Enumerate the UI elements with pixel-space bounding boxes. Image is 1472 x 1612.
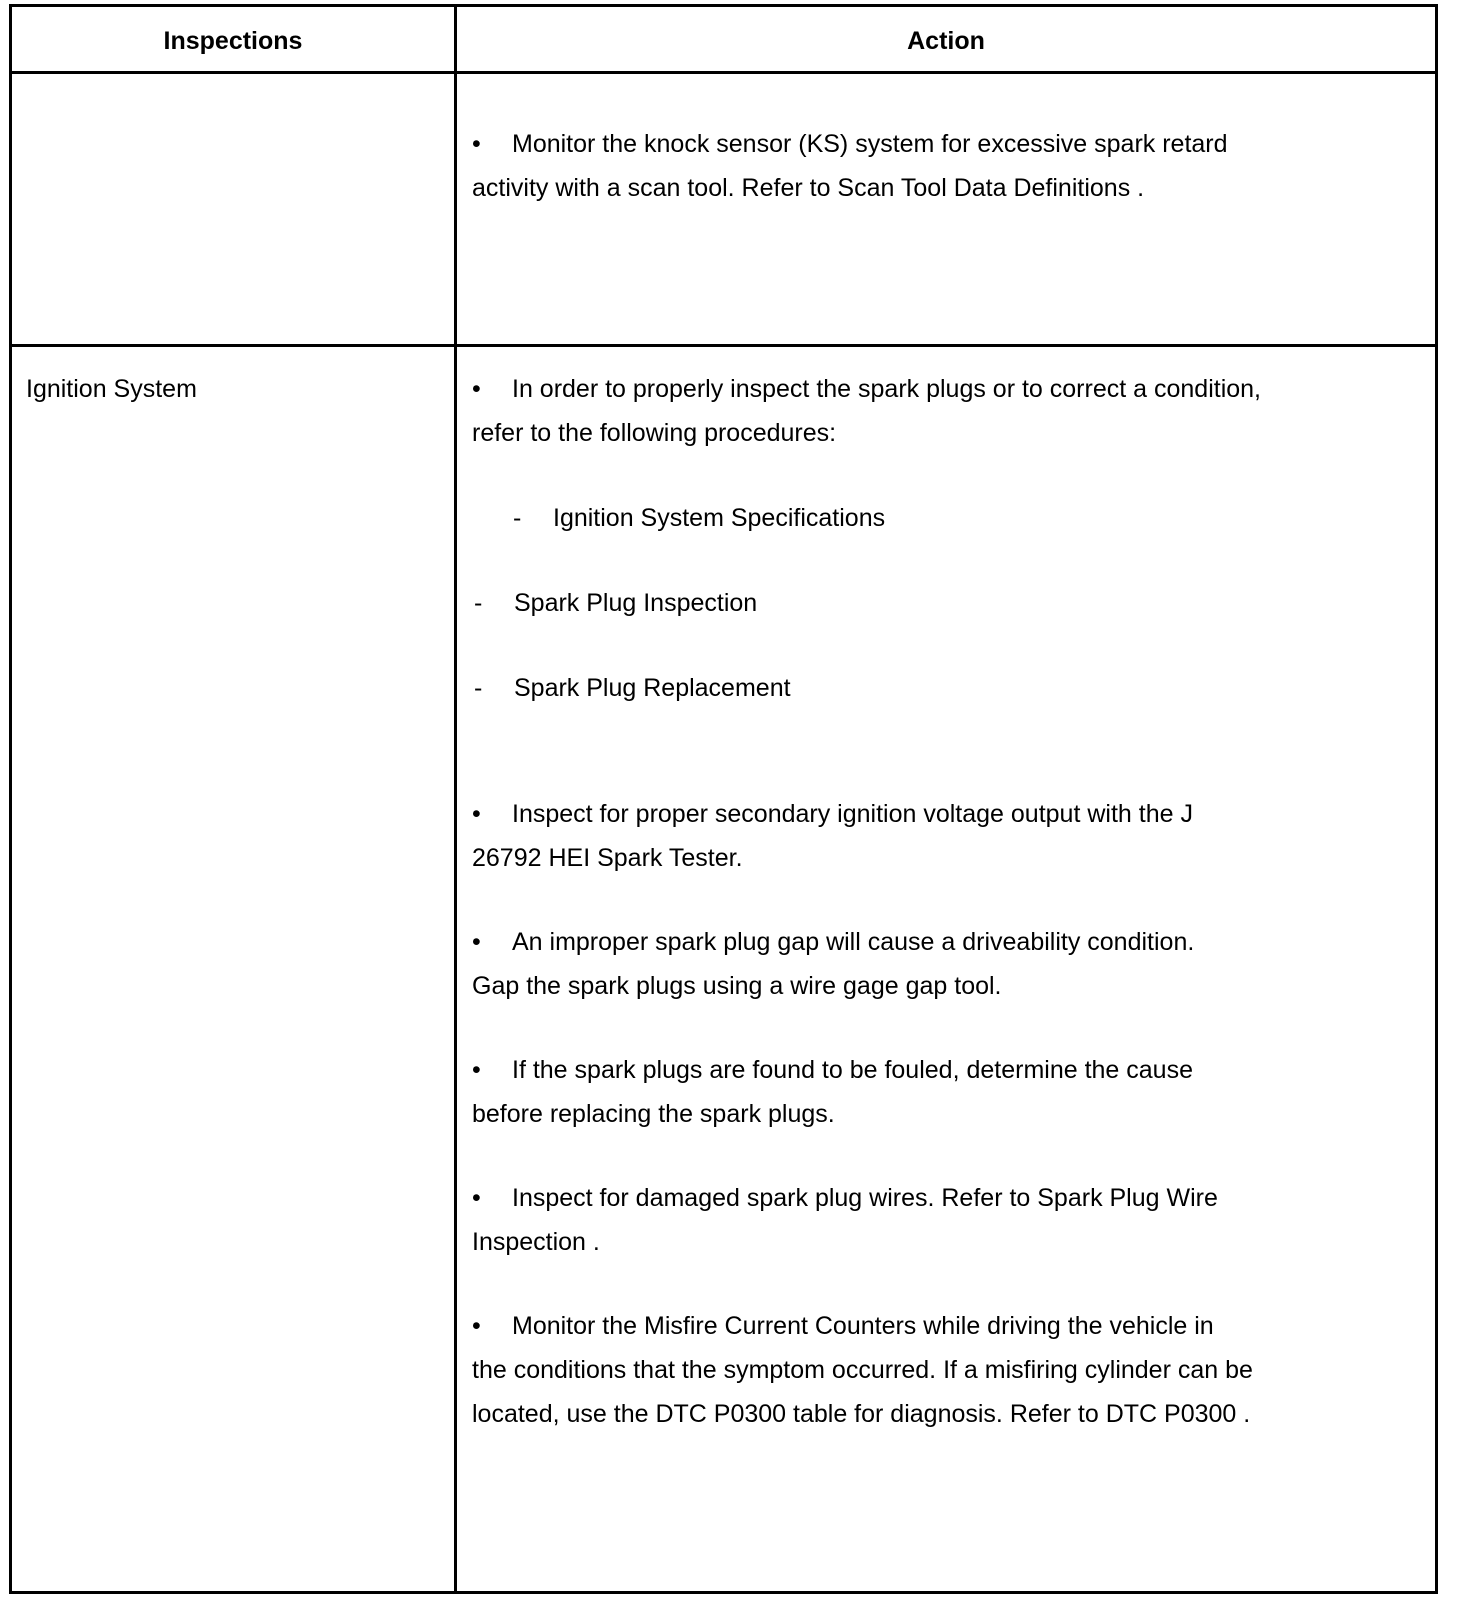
row2-bullet-6-line-3: located, use the DTC P0300 table for diagnosis. Refer to DTC P0300 . — [472, 1400, 1251, 1428]
row2-intro-line-1: • In order to properly inspect the spark plugs or to correct a condition, — [472, 367, 1261, 411]
bullet-icon: • — [472, 130, 481, 158]
column-divider — [454, 4, 457, 1594]
header-action: Action — [907, 27, 985, 55]
row1-action-line-2: activity with a scan tool. Refer to Scan Tool Data Definitions . — [472, 174, 1145, 202]
row2-bullet-6-line-1: • Monitor the Misfire Current Counters while driving the vehicle in — [472, 1304, 1214, 1348]
header-bottom-border — [9, 71, 1438, 74]
row2-bullet-5-line-2: Inspection . — [472, 1228, 600, 1256]
table-right-border — [1435, 4, 1438, 1594]
table-bottom-border — [9, 1591, 1438, 1594]
bullet-icon: • — [472, 1056, 481, 1084]
bullet-icon: • — [472, 375, 481, 403]
row1-bottom-border — [9, 344, 1438, 347]
row2-bullet-6-line-2: the conditions that the symptom occurred. If a misfiring cylinder can be — [472, 1356, 1253, 1384]
procedure-spark-plug-replacement: - Spark Plug Replacement — [474, 666, 791, 710]
row2-bullet-3-line-2: Gap the spark plugs using a wire gage gap tool. — [472, 972, 1002, 1000]
procedure-spark-plug-inspection: - Spark Plug Inspection — [474, 581, 757, 625]
row2-bullet-4-line-2: before replacing the spark plugs. — [472, 1100, 835, 1128]
row2-bullet-5-line-1: • Inspect for damaged spark plug wires. Refer to Spark Plug Wire — [472, 1176, 1218, 1220]
row2-intro-line-2: refer to the following procedures: — [472, 419, 837, 447]
row2-bullet-4-line-1: • If the spark plugs are found to be fouled, determine the cause — [472, 1048, 1193, 1092]
table-top-border — [9, 4, 1438, 7]
dash-icon: - — [474, 589, 483, 617]
dash-icon: - — [474, 674, 483, 702]
header-inspections: Inspections — [163, 27, 303, 55]
dash-icon: - — [513, 504, 522, 532]
row2-inspection: Ignition System — [26, 375, 197, 403]
bullet-icon: • — [472, 800, 481, 828]
row2-bullet-2-line-1: • Inspect for proper secondary ignition voltage output with the J — [472, 792, 1193, 836]
row1-action-line-1: • Monitor the knock sensor (KS) system for excessive spark retard — [472, 122, 1228, 166]
row2-bullet-2-line-2: 26792 HEI Spark Tester. — [472, 844, 743, 872]
bullet-icon: • — [472, 1184, 481, 1212]
bullet-icon: • — [472, 928, 481, 956]
table-left-border — [9, 4, 12, 1594]
bullet-icon: • — [472, 1312, 481, 1340]
row2-bullet-3-line-1: • An improper spark plug gap will cause a driveability condition. — [472, 920, 1194, 964]
procedure-ignition-system-specifications: - Ignition System Specifications — [513, 496, 885, 540]
